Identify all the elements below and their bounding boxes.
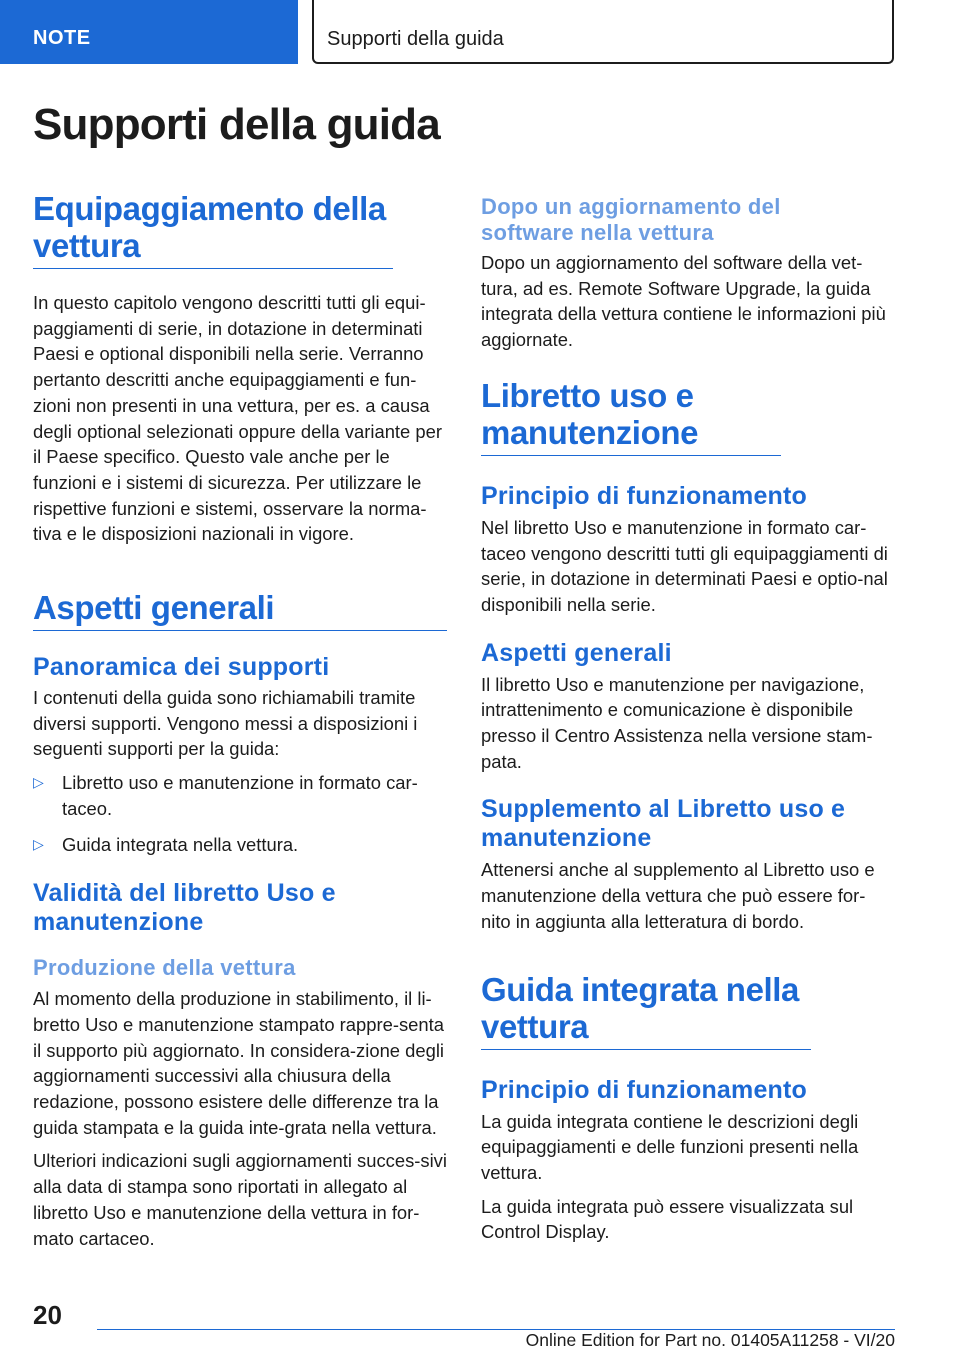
page-number: 20 bbox=[33, 1300, 62, 1330]
paragraph-produzione: Al momento della produzione in stabilimento, il li-bretto Uso e manutenzione stampato rappre-senta il supporto più aggiornato. In considera-zione degli aggiornamenti successivi alla chiusura della redazione, possono esistere delle differenze tra la guida stampata e la guida inte-grata nella vettura. bbox=[33, 988, 444, 1138]
heading-validita: Validità del libretto Uso e manutenzione bbox=[33, 879, 336, 937]
paragraph-principio-2a: La guida integrata contiene le descrizioni degli equipaggiamenti e delle funzioni presenti nella vettura. bbox=[481, 1110, 859, 1183]
page-title: Supporti della guida bbox=[33, 100, 440, 149]
heading-equipaggiamento: Equipaggiamento della vettura bbox=[33, 190, 393, 269]
triangle-bullet-icon: ▷ bbox=[33, 835, 44, 852]
paragraph-aspetti-generali-2: Il libretto Uso e manutenzione per navigazione, intrattenimento e comunicazione è disponibile presso il Centro Assistenza nella versione stam-pata. bbox=[481, 673, 873, 772]
paragraph-principio-2b: La guida integrata può essere visualizzata sul Control Display. bbox=[481, 1195, 854, 1243]
paragraph-supplemento: Attenersi anche al supplemento al Libretto uso e manutenzione della vettura che può essere for-nito in aggiunta alla letteratura di bordo. bbox=[481, 859, 875, 932]
right-column bbox=[481, 194, 895, 1245]
header-section-label: Supporti della guida bbox=[312, 0, 894, 64]
list-item-text: Libretto uso e manutenzione in formato car-taceo. bbox=[62, 772, 418, 819]
paragraph-dopo-aggiornamento: Dopo un aggiornamento del software della vet-tura, ad es. Remote Software Upgrade, la guida integrata della vettura contiene le informazioni più aggiornate. bbox=[481, 252, 886, 351]
heading-dopo-aggiornamento: Dopo un aggiornamento del software nella vettura bbox=[481, 194, 781, 245]
heading-aspetti-generali-2: Aspetti generali bbox=[481, 638, 672, 667]
heading-supplemento: Supplemento al Libretto uso e manutenzione bbox=[481, 795, 846, 853]
heading-aspetti-generali: Aspetti generali bbox=[33, 589, 447, 631]
paragraph-equipaggiamento: In questo capitolo vengono descritti tutti gli equi-paggiamenti di serie, in dotazione in determinati Paesi e optional disponibili nella serie. Verranno pertanto descritti anche equipaggiamenti e fun-zioni non presenti in una vettura, per es. a causa degli optional selezionati oppure della variante per il Paese specifico. Questo vale anche per le funzioni e i sistemi di sicurezza. Per utilizzare le rispettive funzioni e sistemi, osservare la norma-tiva e le disposizioni nazionali in vigore. bbox=[33, 292, 442, 545]
heading-produzione: Produzione della vettura bbox=[33, 955, 296, 981]
paragraph-principio-1: Nel libretto Uso e manutenzione in formato car-taceo vengono descritti tutti gli equipaggiamenti di serie, in dotazione in determinati Paesi e optio-nal disponibili nella serie. bbox=[481, 516, 888, 615]
paragraph-ulteriori: Ulteriori indicazioni sugli aggiornamenti succes-sivi alla data di stampa sono riportati in allegato al libretto Uso e manutenzione della vettura in for-mato cartaceo. bbox=[33, 1150, 447, 1249]
heading-principio-2: Principio di funzionamento bbox=[481, 1075, 808, 1104]
paragraph-panoramica: I contenuti della guida sono richiamabili tramite diversi supporti. Vengono messi a disposizioni i seguenti supporti per la guida: bbox=[33, 687, 418, 760]
heading-principio-1: Principio di funzionamento bbox=[481, 481, 808, 510]
heading-panoramica: Panoramica dei supporti bbox=[33, 653, 330, 682]
list-item bbox=[33, 770, 447, 821]
heading-guida-integrata: Guida integrata nella vettura bbox=[481, 971, 811, 1050]
triangle-bullet-icon: ▷ bbox=[33, 774, 44, 791]
header-tab-note: NOTE bbox=[0, 0, 298, 64]
list-item-text: Guida integrata nella vettura. bbox=[62, 833, 299, 855]
left-column bbox=[33, 190, 447, 1251]
heading-libretto: Libretto uso e manutenzione bbox=[481, 377, 781, 456]
media-list bbox=[33, 770, 447, 857]
footer-edition: Online Edition for Part no. 01405A11258 - VI/20 bbox=[525, 1330, 895, 1350]
list-item bbox=[33, 832, 447, 858]
